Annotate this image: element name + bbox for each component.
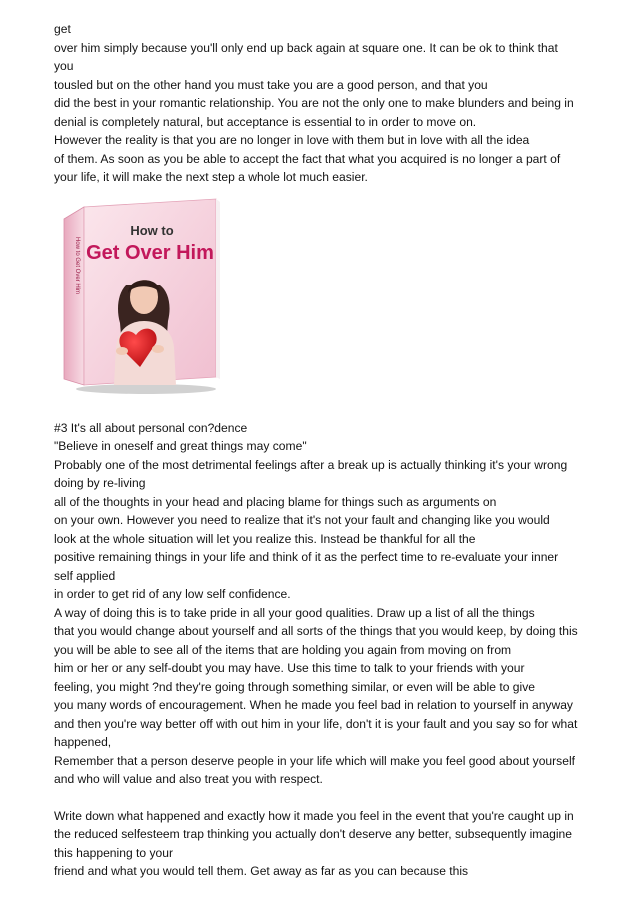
document-page bbox=[54, 20, 618, 881]
text-line: in order to get rid of any low self confidence. bbox=[54, 587, 291, 601]
text-line: this happening to your bbox=[54, 845, 174, 860]
text-line: of them. As soon as you be able to accept the fact that what you acquired is no longer a part of bbox=[54, 151, 561, 166]
book-cover-image bbox=[54, 187, 618, 419]
book-shadow bbox=[76, 384, 216, 394]
text-line: denial is completely natural, but acceptance is essential to in order to move on. bbox=[54, 114, 477, 129]
text-line: and who will value and also treat you with respect. bbox=[54, 772, 323, 786]
quote-line: "Believe in oneself and great things may come" bbox=[54, 439, 307, 453]
text-line: However the reality is that you are no longer in love with them but in love with all the idea bbox=[54, 133, 530, 147]
text-line: you many words of encouragement. When he made you feel bad in relation to yourself in anyway bbox=[54, 698, 573, 712]
text-line: you will be able to see all of the items that are holding you again from moving on from bbox=[54, 642, 512, 657]
paragraph-write-down bbox=[54, 807, 618, 881]
text-line: Probably one of the most detrimental feelings after a break up is actually thinking it's your wrong bbox=[54, 457, 568, 472]
woman-figure bbox=[114, 280, 176, 385]
text-line: and then you're way better off with out him in your life, don't it is your fault and you say so for what bbox=[54, 716, 578, 731]
book-pages bbox=[216, 199, 220, 379]
text-line: all of the thoughts in your head and placing blame for things such as arguments on bbox=[54, 494, 497, 509]
text-line: look at the whole situation will let you realize this. Instead be thankful for all the bbox=[54, 531, 476, 546]
section-heading: #3 It's all about personal con?dence bbox=[54, 420, 248, 435]
text-line: self applied bbox=[54, 568, 116, 583]
text-line: your life, it will make the next step a whole lot much easier. bbox=[54, 170, 368, 184]
book-spine bbox=[64, 207, 84, 385]
text-line: tousled but on the other hand you must take you are a good person, and that you bbox=[54, 77, 488, 92]
book-title-line2: Get Over Him bbox=[86, 241, 214, 264]
text-line: over him simply because you'll only end up back again at square one. It can be ok to think that bbox=[54, 40, 558, 55]
paragraph-spacer bbox=[54, 789, 618, 807]
text-line: Write down what happened and exactly how it made you feel in the event that you're caught up in bbox=[54, 808, 574, 823]
book-spine-text: How to Get Over Him bbox=[74, 236, 80, 294]
text-line: on your own. However you need to realize that it's not your fault and changing like you would bbox=[54, 513, 550, 527]
text-line: the reduced selfesteem trap thinking you actually don't deserve any better, subsequently imagine bbox=[54, 827, 572, 841]
text-line: happened, bbox=[54, 735, 112, 749]
text-line: positive remaining things in your life and think of it as the perfect time to re-evaluate your inner bbox=[54, 550, 559, 564]
text-line: Remember that a person deserve people in your life which will make you feel good about yourself bbox=[54, 753, 575, 768]
text-line: A way of doing this is to take pride in all your good qualities. Draw up a list of all the things bbox=[54, 605, 535, 620]
text-line: you bbox=[54, 59, 74, 73]
text-line: did the best in your romantic relationship. You are not the only one to make blunders and being in bbox=[54, 96, 574, 110]
text-line: that you would change about yourself and all sorts of the things that you would keep, by doing this bbox=[54, 624, 578, 638]
book-cover-illustration bbox=[56, 197, 226, 397]
paragraph-intro bbox=[54, 20, 618, 187]
text-line: friend and what you would tell them. Get away as far as you can because this bbox=[54, 864, 469, 878]
text-line: get bbox=[54, 22, 71, 36]
book-title-line1: How to bbox=[130, 222, 174, 238]
section-confidence bbox=[54, 419, 618, 789]
text-line: him or her or any self-doubt you may have. Use this time to talk to your friends with your bbox=[54, 661, 525, 675]
text-line: doing by re-living bbox=[54, 476, 146, 490]
text-line: feeling, you might ?nd they're going through something similar, or even will be able to give bbox=[54, 679, 535, 694]
